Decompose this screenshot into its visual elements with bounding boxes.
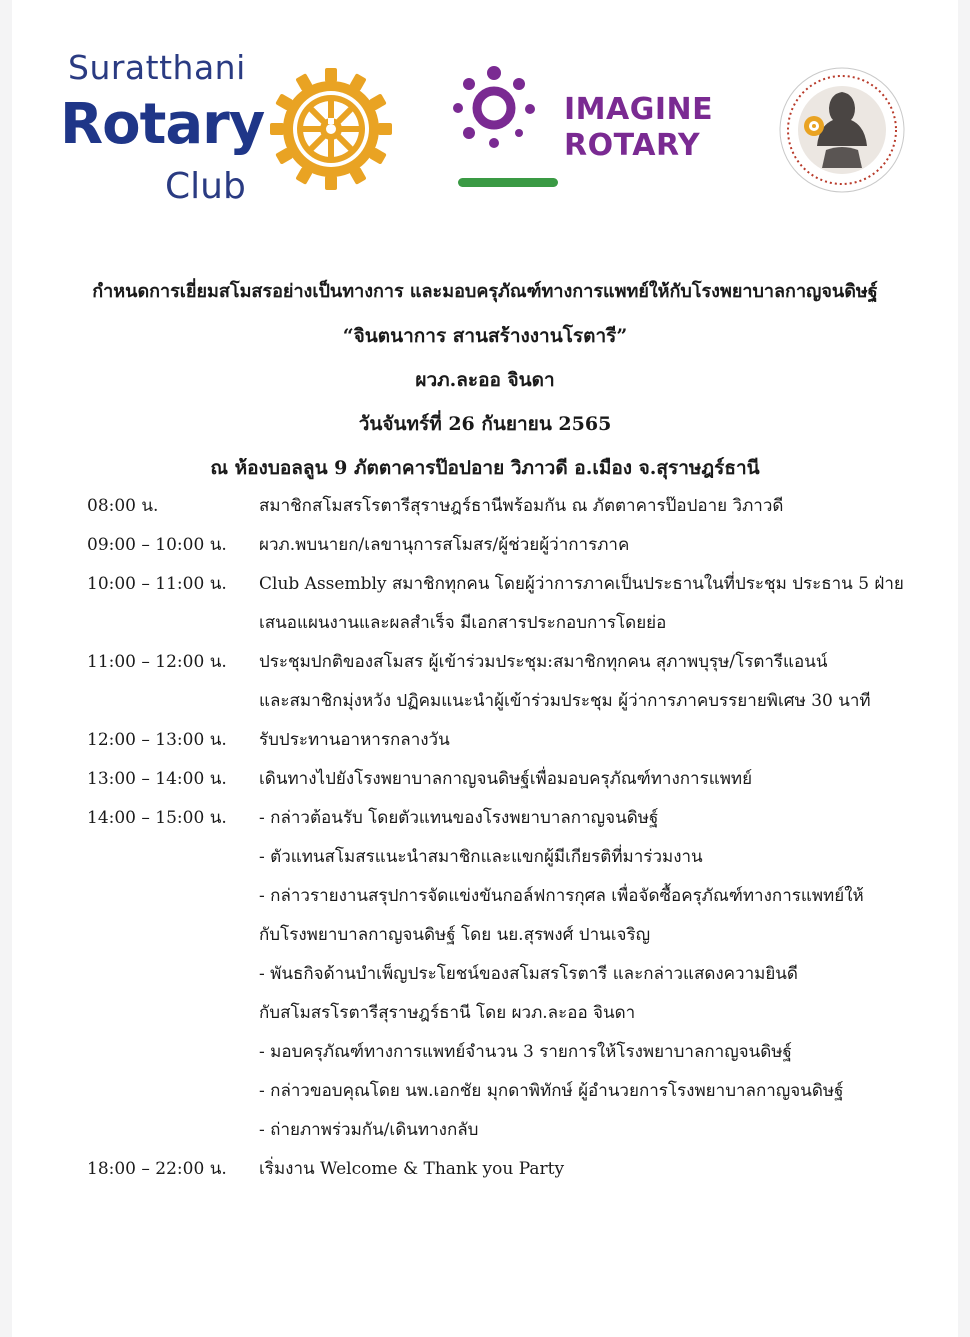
- schedule-time: 18:00 – 22:00 น.: [87, 1159, 227, 1179]
- schedule-description-line: กับสโมสรโรตารีสุราษฎร์ธานี โดย ผวภ.ละออ จินดา: [259, 1003, 636, 1023]
- imagine-rotary-mark-icon: [448, 62, 540, 154]
- schedule-list: [87, 487, 947, 1189]
- schedule-description-line: - ถ่ายภาพร่วมกัน/เดินทางกลับ: [259, 1120, 479, 1140]
- rotary-text: ROTARY: [564, 128, 701, 163]
- suratthani-rotary-club-logo: [60, 46, 400, 216]
- schedule-description: [259, 799, 947, 1150]
- schedule-description-line: - กล่าวต้อนรับ โดยตัวแทนของโรงพยาบาลกาญจนดิษฐ์: [259, 808, 659, 828]
- schedule-description: [259, 643, 947, 721]
- logo-rotary-text: Rotary: [60, 92, 265, 157]
- schedule-time: 11:00 – 12:00 น.: [87, 652, 227, 672]
- heading-theme: “จินตนาการ สานสร้างงานโรตารี”: [342, 325, 628, 347]
- rotary-wheel-icon: [270, 68, 392, 190]
- schedule-time: 13:00 – 14:00 น.: [87, 769, 227, 789]
- schedule-row: [87, 1150, 947, 1189]
- imagine-green-bar: [458, 178, 558, 187]
- heading-governor: ผวภ.ละออ จินดา: [415, 369, 555, 391]
- schedule-description: [259, 526, 947, 565]
- logo-club-text: Club: [165, 166, 246, 207]
- schedule-description-line: - กล่าวขอบคุณโดย นพ.เอกชัย มุกดาพิทักษ์ ผู้อำนวยการโรงพยาบาลกาญจนดิษฐ์: [259, 1081, 844, 1101]
- schedule-description-line: - ตัวแทนสโมสรแนะนำสมาชิกและแขกผู้มีเกียรติที่มาร่วมงาน: [259, 847, 703, 867]
- heading-date: วันจันทร์ที่ 26 กันยายน 2565: [358, 413, 612, 435]
- schedule-description-line: กับโรงพยาบาลกาญจนดิษฐ์ โดย นย.สุรพงศ์ ปานเจริญ: [259, 925, 651, 945]
- schedule-heading: [12, 270, 958, 490]
- schedule-time: 14:00 – 15:00 น.: [87, 808, 227, 828]
- schedule-row: [87, 487, 947, 526]
- schedule-description-line: Club Assembly สมาชิกทุกคน โดยผู้ว่าการภาคเป็นประธานในที่ประชุม ประธาน 5 ฝ่าย: [259, 574, 904, 594]
- schedule-description: [259, 487, 947, 526]
- imagine-rotary-logo: [448, 62, 728, 194]
- schedule-time: 08:00 น.: [87, 496, 159, 516]
- schedule-description: [259, 760, 947, 799]
- document-page: [12, 0, 958, 1337]
- schedule-row: [87, 565, 947, 643]
- schedule-description-line: รับประทานอาหารกลางวัน: [259, 730, 450, 750]
- heading-venue: ณ ห้องบอลลูน 9 ภัตตาคารป๊อปอาย วิภาวดี อ.เมือง จ.สุราษฎร์ธานี: [210, 457, 760, 479]
- schedule-description-line: ประชุมปกติของสโมสร ผู้เข้าร่วมประชุม:สมาชิกทุกคน สุภาพบุรุษ/โรตารีแอนน์: [259, 652, 828, 672]
- club-seal-icon: [778, 66, 906, 194]
- schedule-row: [87, 799, 947, 1150]
- schedule-time: 10:00 – 11:00 น.: [87, 574, 227, 594]
- schedule-time: 12:00 – 13:00 น.: [87, 730, 227, 750]
- schedule-description: [259, 721, 947, 760]
- schedule-description-line: และสมาชิกมุ่งหวัง ปฏิคมแนะนำผู้เข้าร่วมประชุม ผู้ว่าการภาคบรรยายพิเศษ 30 นาที: [259, 691, 871, 711]
- schedule-description-line: เสนอแผนงานและผลสำเร็จ มีเอกสารประกอบการโดยย่อ: [259, 613, 667, 633]
- schedule-row: [87, 760, 947, 799]
- imagine-text: IMAGINE: [564, 92, 714, 127]
- schedule-description-line: - พันธกิจด้านบำเพ็ญประโยชน์ของสโมสรโรตารี และกล่าวแสดงความยินดี: [259, 964, 798, 984]
- schedule-description: [259, 565, 947, 643]
- schedule-time: 09:00 – 10:00 น.: [87, 535, 227, 555]
- schedule-description-line: สมาชิกสโมสรโรตารีสุราษฎร์ธานีพร้อมกัน ณ ภัตตาคารป๊อปอาย วิภาวดี: [259, 496, 784, 516]
- schedule-description-line: เดินทางไปยังโรงพยาบาลกาญจนดิษฐ์เพื่อมอบครุภัณฑ์ทางการแพทย์: [259, 769, 753, 789]
- logo-city-text: Suratthani: [68, 48, 246, 87]
- schedule-description: [259, 1150, 947, 1189]
- schedule-description-line: เริ่มงาน Welcome & Thank you Party: [259, 1159, 565, 1179]
- schedule-description-line: - มอบครุภัณฑ์ทางการแพทย์จำนวน 3 รายการให้โรงพยาบาลกาญจนดิษฐ์: [259, 1042, 792, 1062]
- schedule-row: [87, 643, 947, 721]
- schedule-row: [87, 721, 947, 760]
- schedule-description-line: ผวภ.พบนายก/เลขานุการสโมสร/ผู้ช่วยผู้ว่าการภาค: [259, 535, 630, 555]
- schedule-description-line: - กล่าวรายงานสรุปการจัดแข่งขันกอล์ฟการกุศล เพื่อจัดซื้อครุภัณฑ์ทางการแพทย์ให้: [259, 886, 864, 906]
- schedule-row: [87, 526, 947, 565]
- heading-title: กำหนดการเยี่ยมสโมสรอย่างเป็นทางการ และมอบครุภัณฑ์ทางการแพทย์ให้กับโรงพยาบาลกาญจนดิษฐ์: [92, 281, 878, 302]
